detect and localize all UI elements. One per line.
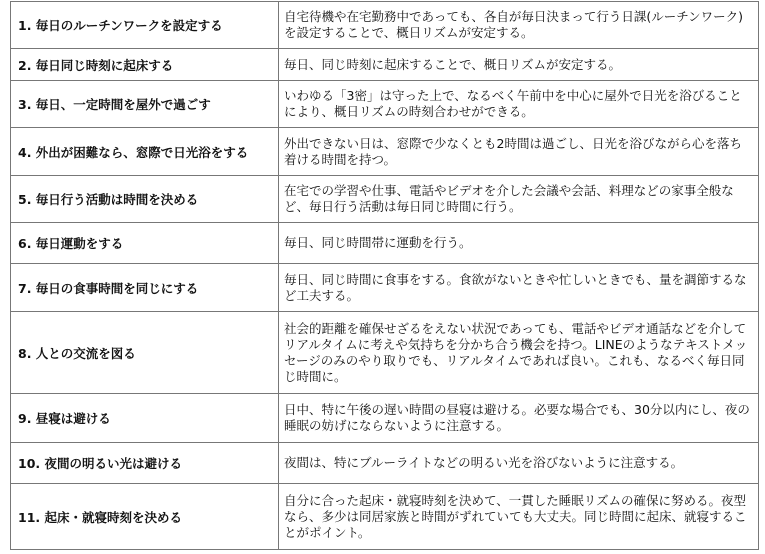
row-description: 自宅待機や在宅勤務中であっても、各自が毎日決まって行う日課(ルーチンワーク)を設定することで、概日リズムが安定する。 bbox=[279, 2, 759, 49]
row-description: 社会的距離を確保せざるをえない状況であっても、電話やビデオ通話などを介してリアルタイムに考えや気持ちを分かち合う機会を持つ。LINEのようなテキストメッセージのみのやり取りでも、リアルタイムであれば良い。これも、なるべく毎日同じ時間に。 bbox=[279, 312, 759, 394]
table-row bbox=[11, 176, 759, 223]
table-row bbox=[11, 223, 759, 264]
row-description: 自分に合った起床・就寝時刻を決めて、一貫した睡眠リズムの確保に努める。夜型なら、多少は同居家族と時間がずれていても大丈夫。同じ時間に起床、就寝することがポイント。 bbox=[279, 484, 759, 550]
row-description: 在宅での学習や仕事、電話やビデオを介した会議や会話、料理などの家事全般など、毎日行う活動は毎日同じ時間に行う。 bbox=[279, 176, 759, 223]
table-row bbox=[11, 2, 759, 49]
row-title: 2. 毎日同じ時刻に起床する bbox=[11, 49, 279, 81]
table-row bbox=[11, 484, 759, 550]
row-description: 毎日、同じ時間帯に運動を行う。 bbox=[279, 223, 759, 264]
row-description: いわゆる「3密」は守った上で、なるべく午前中を中心に屋外で日光を浴びることにより、概日リズムの時刻合わせができる。 bbox=[279, 81, 759, 128]
row-title: 4. 外出が困難なら、窓際で日光浴をする bbox=[11, 128, 279, 176]
row-description: 日中、特に午後の遅い時間の昼寝は避ける。必要な場合でも、30分以内にし、夜の睡眠の妨げにならないように注意する。 bbox=[279, 394, 759, 443]
table-row bbox=[11, 394, 759, 443]
table-row bbox=[11, 264, 759, 312]
row-description: 毎日、同じ時刻に起床することで、概日リズムが安定する。 bbox=[279, 49, 759, 81]
row-title: 5. 毎日行う活動は時間を決める bbox=[11, 176, 279, 223]
row-title: 10. 夜間の明るい光は避ける bbox=[11, 443, 279, 484]
row-title: 7. 毎日の食事時間を同じにする bbox=[11, 264, 279, 312]
row-title: 6. 毎日運動をする bbox=[11, 223, 279, 264]
table-row bbox=[11, 128, 759, 176]
row-title: 1. 毎日のルーチンワークを設定する bbox=[11, 2, 279, 49]
table-row bbox=[11, 49, 759, 81]
table-row bbox=[11, 312, 759, 394]
table-row bbox=[11, 81, 759, 128]
row-description: 外出できない日は、窓際で少なくとも2時間は過ごし、日光を浴びながら心を落ち着ける時間を持つ。 bbox=[279, 128, 759, 176]
row-description: 夜間は、特にブルーライトなどの明るい光を浴びないように注意する。 bbox=[279, 443, 759, 484]
row-description: 毎日、同じ時間に食事をする。食欲がないときや忙しいときでも、量を調節するなど工夫する。 bbox=[279, 264, 759, 312]
row-title: 8. 人との交流を図る bbox=[11, 312, 279, 394]
row-title: 11. 起床・就寝時刻を決める bbox=[11, 484, 279, 550]
row-title: 9. 昼寝は避ける bbox=[11, 394, 279, 443]
guidelines-table bbox=[10, 1, 759, 550]
row-title: 3. 毎日、一定時間を屋外で過ごす bbox=[11, 81, 279, 128]
table-row bbox=[11, 443, 759, 484]
